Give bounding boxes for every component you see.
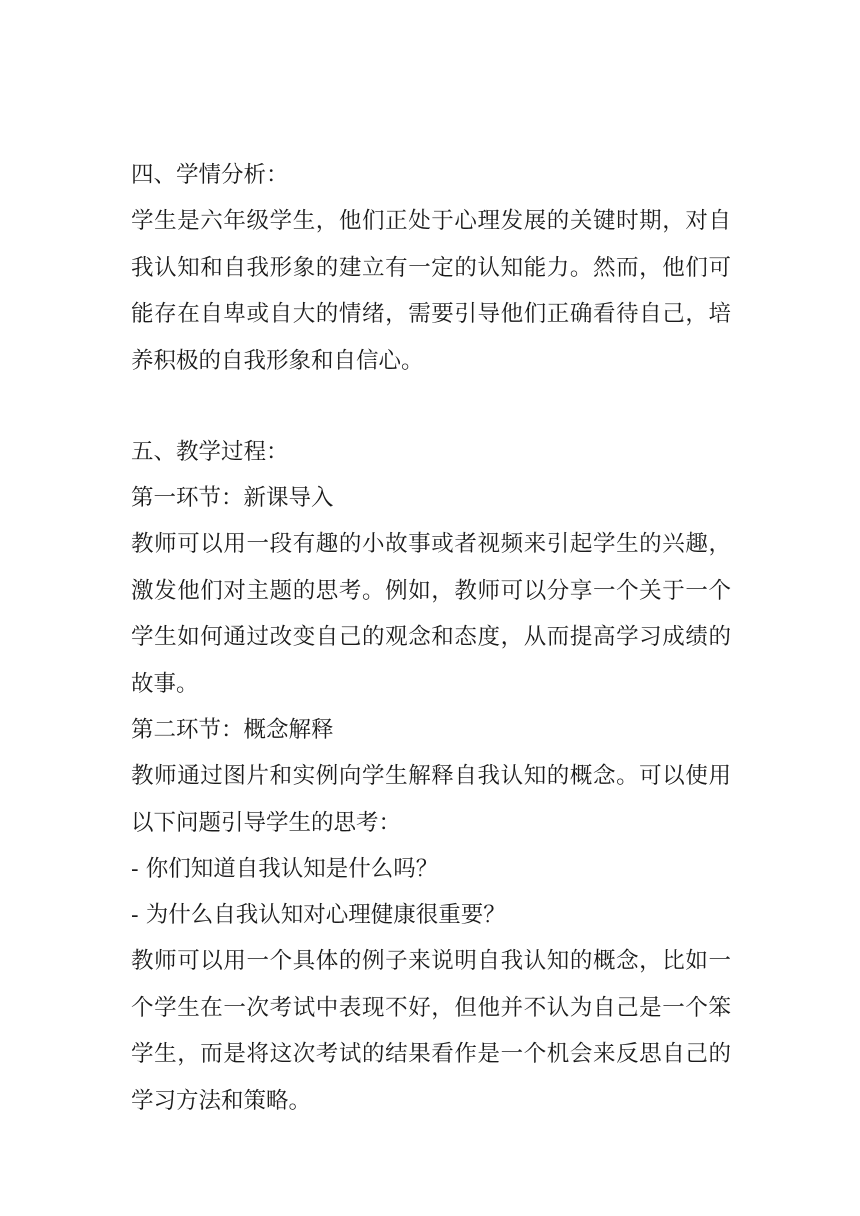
document-page	[131, 152, 731, 1124]
question-item: - 为什么自我认知对心理健康很重要？	[131, 902, 506, 928]
question-item: - 你们知道自我认知是什么吗？	[131, 856, 439, 882]
student-analysis-paragraph: 学生是六年级学生，他们正处于心理发展的关键时期，对自我认知和自我形象的建立有一定的认知能力。然而，他们可能存在自卑或自大的情绪，需要引导他们正确看待自己，培养积极的自我形象和自信心。	[131, 208, 731, 374]
section-heading-student-analysis: 四、学情分析：	[131, 162, 289, 188]
section-spacer	[131, 384, 731, 429]
step-title-lesson-intro: 第一环节：新课导入	[131, 485, 334, 511]
step-title-concept-explanation: 第二环节：概念解释	[131, 717, 334, 743]
concept-intro-paragraph: 教师通过图片和实例向学生解释自我认知的概念。可以使用以下问题引导学生的思考：	[131, 763, 731, 836]
lesson-intro-paragraph: 教师可以用一段有趣的小故事或者视频来引起学生的兴趣，激发他们对主题的思考。例如，教师可以分享一个关于一个学生如何通过改变自己的观念和态度，从而提高学习成绩的故事。	[131, 531, 731, 697]
section-heading-teaching-process: 五、教学过程：	[131, 439, 289, 465]
concept-example-paragraph: 教师可以用一个具体的例子来说明自我认知的概念，比如一个学生在一次考试中表现不好，但他并不认为自己是一个笨学生，而是将这次考试的结果看作是一个机会来反思自己的学习方法和策略。	[131, 948, 731, 1114]
